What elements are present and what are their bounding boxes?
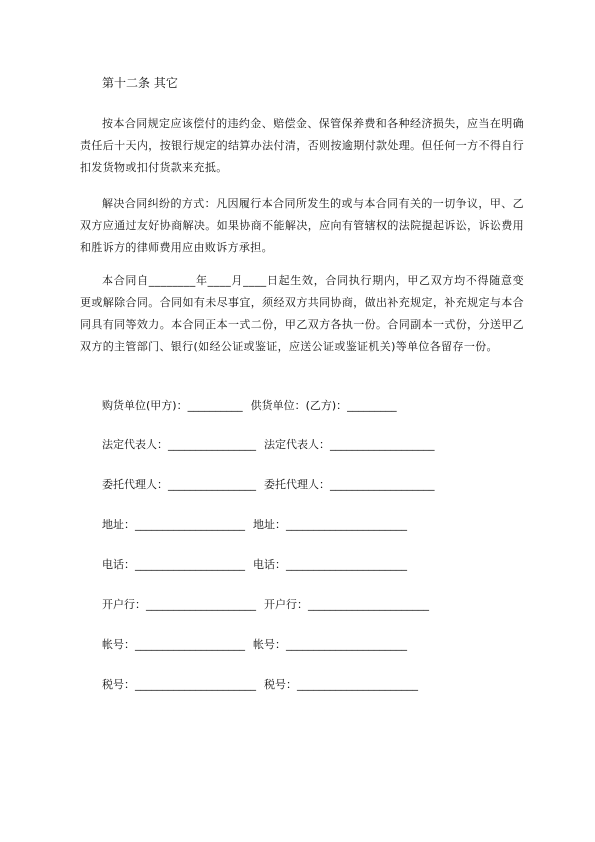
buyer-bank-field: 开户行：____________________	[102, 598, 256, 611]
buyer-account-field: 帐号：____________________	[102, 638, 245, 651]
supplier-phone-field: 电话：______________________	[253, 558, 407, 571]
signature-row-legal-rep	[102, 437, 435, 453]
buyer-tax-id-field: 税号：______________________	[102, 678, 256, 691]
paragraph-liability: 按本合同规定应该偿付的违约金、赔偿金、保管保养费和各种经济损失，应当在明确责任后十天内，按银行规定的结算办法付清，否则按逾期付款处理。但任何一方不得自行扣发货物或扣付货款来充抵。	[80, 117, 524, 174]
paragraph-effectiveness: 本合同自________年____月____日起生效，合同执行期内，甲乙双方均不得随意变更或解除合同。合同如有未尽事宜，须经双方共同协商，做出补充规定，补充规定与本合同具有同等效力。本合同正本一式二份，甲乙双方各执一份。合同副本一式份，分送甲乙双方的主管部门、银行(如经公证或鉴证，应送公证或鉴证机关)等单位各留存一份。	[80, 274, 524, 353]
supplier-bank-field: 开户行：______________________	[264, 598, 429, 611]
buyer-address-field: 地址：____________________	[102, 518, 245, 531]
buyer-agent-field: 委托代理人：________________	[102, 478, 256, 491]
signature-row-account	[102, 637, 407, 653]
buyer-legal-rep-field: 法定代表人：________________	[102, 438, 256, 451]
signature-row-party	[102, 398, 397, 414]
signature-row-bank	[102, 597, 429, 613]
signature-row-phone	[102, 557, 407, 573]
signature-row-tax-id	[102, 677, 418, 693]
buyer-phone-field: 电话：____________________	[102, 558, 245, 571]
supplier-agent-field: 委托代理人：___________________	[264, 478, 435, 491]
section-heading: 第十二条 其它	[102, 76, 178, 90]
supplier-account-field: 帐号：______________________	[253, 638, 407, 651]
supplier-legal-rep-field: 法定代表人：___________________	[264, 438, 435, 451]
buyer-unit-field: 购货单位(甲方)：__________	[102, 399, 243, 412]
signature-row-agent	[102, 477, 435, 493]
supplier-address-field: 地址：______________________	[253, 518, 407, 531]
paragraph-dispute-resolution: 解决合同纠纷的方式：凡因履行本合同所发生的或与本合同有关的一切争议，甲、乙双方应通过友好协商解决。如果协商不能解决，应向有管辖权的法院提起诉讼，诉讼费用和胜诉方的律师费用应由败诉方承担。	[80, 197, 524, 254]
supplier-unit-field: 供货单位：(乙方)：_________	[250, 399, 397, 412]
signature-row-address	[102, 517, 407, 533]
supplier-tax-id-field: 税号：______________________	[264, 678, 418, 691]
